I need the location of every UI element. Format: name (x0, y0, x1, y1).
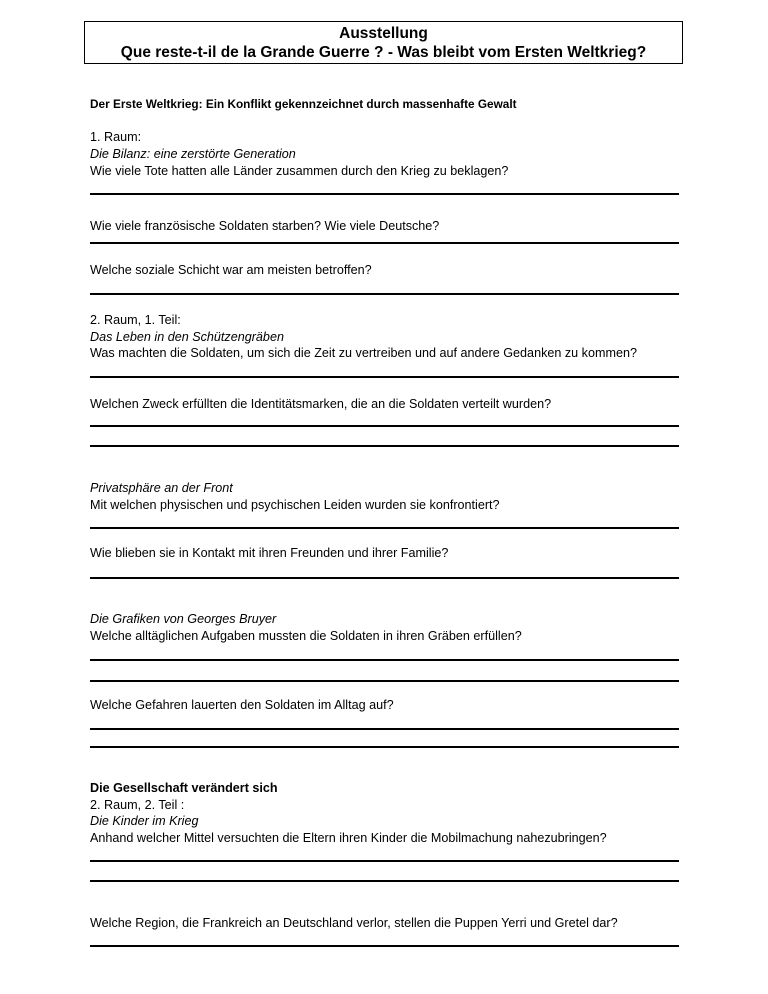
answer-line[interactable] (90, 193, 679, 195)
question-suffering: Mit welchen physischen und psychischen Leiden wurden sie konfrontiert? (90, 498, 500, 512)
answer-line[interactable] (90, 445, 679, 447)
answer-line[interactable] (90, 860, 679, 862)
title-line-2: Que reste-t-il de la Grande Guerre ? - Was bleibt vom Ersten Weltkrieg? (120, 44, 647, 61)
section-2-room: 2. Raum, 1. Teil: (90, 313, 181, 327)
section-5-subtitle: Die Kinder im Krieg (90, 814, 199, 828)
question-pastimes: Was machten die Soldaten, um sich die Zeit zu vertreiben und auf andere Gedanken zu kommen? (90, 346, 637, 360)
section-5-room: 2. Raum, 2. Teil : (90, 798, 185, 812)
answer-line[interactable] (90, 945, 679, 947)
section-1-heading: Der Erste Weltkrieg: Ein Konflikt gekennzeichnet durch massenhafte Gewalt (90, 97, 517, 111)
section-2-subtitle: Das Leben in den Schützengräben (90, 330, 284, 344)
section-5-heading: Die Gesellschaft verändert sich (90, 781, 278, 795)
question-region-dolls: Welche Region, die Frankreich an Deutschland verlor, stellen die Puppen Yerri und Gretel dar? (90, 916, 618, 930)
answer-line[interactable] (90, 577, 679, 579)
answer-line[interactable] (90, 880, 679, 882)
question-contact: Wie blieben sie in Kontakt mit ihren Freunden und ihrer Familie? (90, 546, 449, 560)
title-box (84, 21, 683, 64)
section-1-room: 1. Raum: (90, 130, 142, 144)
answer-line[interactable] (90, 659, 679, 661)
question-daily-tasks: Welche alltäglichen Aufgaben mussten die Soldaten in ihren Gräben erfüllen? (90, 629, 522, 643)
answer-line[interactable] (90, 242, 679, 244)
answer-line[interactable] (90, 376, 679, 378)
section-4-subtitle: Die Grafiken von Georges Bruyer (90, 612, 277, 626)
question-identity-tags: Welchen Zweck erfüllten die Identitätsmarken, die an die Soldaten verteilt wurden? (90, 397, 552, 411)
question-soldier-deaths: Wie viele französische Soldaten starben? Wie viele Deutsche? (90, 219, 440, 233)
question-mobilization: Anhand welcher Mittel versuchten die Eltern ihren Kinder die Mobilmachung nahezubringen? (90, 831, 607, 845)
answer-line[interactable] (90, 527, 679, 529)
answer-line[interactable] (90, 293, 679, 295)
question-social-class: Welche soziale Schicht war am meisten betroffen? (90, 263, 372, 277)
section-1-subtitle: Die Bilanz: eine zerstörte Generation (90, 147, 296, 161)
answer-line[interactable] (90, 728, 679, 730)
answer-line[interactable] (90, 746, 679, 748)
question-dangers: Welche Gefahren lauerten den Soldaten im Alltag auf? (90, 698, 394, 712)
section-3-subtitle: Privatsphäre an der Front (90, 481, 233, 495)
question-total-deaths: Wie viele Tote hatten alle Länder zusammen durch den Krieg zu beklagen? (90, 164, 509, 178)
answer-line[interactable] (90, 425, 679, 427)
answer-line[interactable] (90, 680, 679, 682)
title-line-1: Ausstellung (339, 25, 428, 42)
